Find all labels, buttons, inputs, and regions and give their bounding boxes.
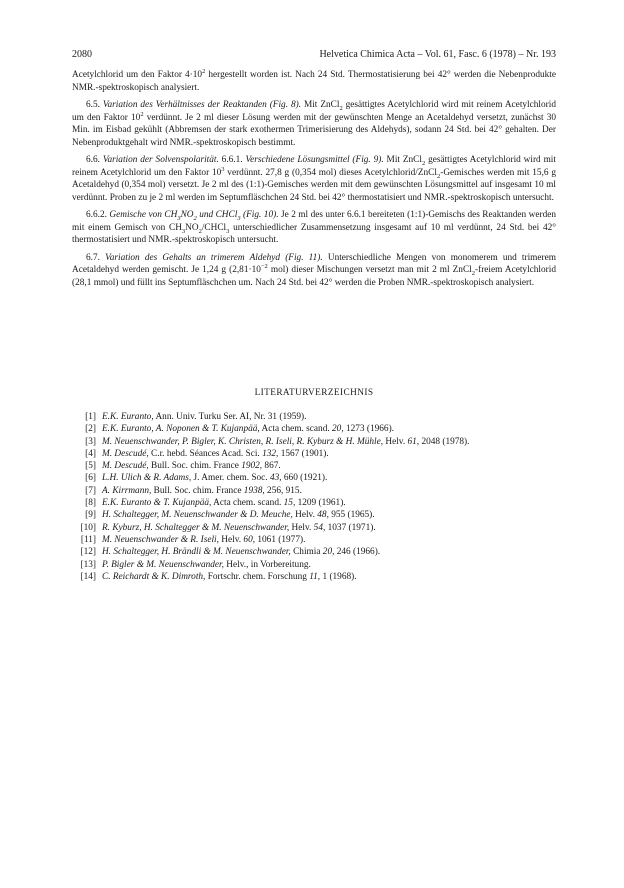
reference-item	[72, 460, 556, 472]
reference-list	[72, 411, 556, 583]
body-paragraph: 6.6.2. Gemische von $CH_3NO_2$ und CHCl$_3$ (Fig. 10). Je 2 ml des unter 6.6.1 bereiteten (1:1)-Gemischs des Reaktanden werden mit einem Gemisch von $CH_3NO_2/CHCl_3$ unterschiedlicher Zusammensetzung insgesamt auf 10 ml verdünnt, 24 Std. bei 42° thermostatisiert und NMR.-spektroskopisch untersucht.	[72, 210, 556, 245]
reference-item	[72, 571, 556, 583]
reference-number: [7]	[85, 485, 96, 496]
reference-number: [4]	[85, 448, 96, 459]
reference-number: [14]	[80, 571, 96, 582]
reference-text: E.K. Euranto, Ann. Univ. Turku Ser. AI, Nr. 31 (1959).	[102, 412, 307, 422]
literature-heading: LITERATURVERZEICHNIS	[254, 388, 374, 398]
reference-number: [11]	[80, 534, 96, 545]
reference-number: [8]	[85, 498, 96, 509]
reference-text: H. Schaltegger, M. Neuenschwander & D. Meuche, Helv. 48, 955 (1965).	[102, 510, 375, 521]
reference-item	[72, 448, 556, 460]
body-paragraph: 6.6. Variation der Solvenspolarität. 6.6.1. Verschiedene Lösungsmittel (Fig. 9). Mit ZnCl$_2$ gesättigtes Acetylchlorid wird mit reinem Acetylchlorid um den Faktor $10^3$ verdünnt. 27,8 g (0,354 mol) dieses Acetylchlorid/ZnCl$_2$-Gemisches werden mit 15,6 g Acetaldehyd (0,354 mol) versetzt. Je 2 ml des (1:1)-Gemisches werden mit dem gewünschten Lösungsmittel auf insgesamt 10 ml verdünnt. Proben zu je 2 ml werden im Septumfläschchen 24 Std. bei 42° thermostatisiert und NMR.-spektroskopisch untersucht.	[72, 155, 556, 203]
reference-number: [3]	[85, 436, 96, 447]
body-paragraph: Acetylchlorid um den Faktor $4\cdot 10^2$ hergestellt worden ist. Nach 24 Std. Thermostatisierung bei 42° werden die Nebenprodukte NMR.-spektroskopisch analysiert.	[72, 67, 556, 93]
reference-item	[72, 559, 556, 571]
reference-text: A. Kirrmann, Bull. Soc. chim. France 1938, 256, 915.	[102, 485, 302, 496]
reference-item	[72, 472, 556, 484]
reference-text: R. Kyburz, H. Schaltegger & M. Neuenschwander, Helv. 54, 1037 (1971).	[102, 522, 376, 533]
reference-item	[72, 534, 556, 546]
reference-number: [6]	[85, 473, 96, 484]
reference-number: [12]	[80, 547, 96, 558]
body-paragraph: 6.5. Variation des Verhältnisses der Reaktanden (Fig. 8). Mit ZnCl$_2$ gesättigtes Acetylchlorid wird mit reinem Acetylchlorid um den Faktor $10^2$ verdünnt. Je 2 ml dieser Lösung werden mit der gewünschten Menge an Acetaldehyd versetzt, zunächst 30 Min. im Eisbad gekühlt (Abbremsen der stark exothermen Trimerisierung des Aldehyds), sodann 24 Std. bei 42° gehalten. Der Nebenproduktgehalt wird NMR.-spektroskopisch bestimmt.	[72, 100, 556, 148]
reference-text: L.H. Ulich & R. Adams, J. Amer. chem. Soc. 43, 660 (1921).	[102, 473, 328, 484]
reference-item	[72, 522, 556, 534]
reference-number: [2]	[85, 424, 96, 435]
reference-text: M. Descudé, C.r. hebd. Séances Acad. Sci. 132, 1567 (1901).	[102, 448, 329, 459]
reference-text: M. Neuenschwander & R. Iseli, Helv. 60, 1061 (1977).	[102, 534, 306, 545]
reference-text: E.K. Euranto, A. Noponen & T. Kujanpää, Acta chem. scand. 20, 1273 (1966).	[102, 424, 394, 435]
reference-number: [10]	[80, 522, 96, 533]
page-number: 2080	[72, 49, 92, 60]
running-title: Helvetica Chimica Acta – Vol. 61, Fasc. 6 (1978) – Nr. 193	[319, 49, 556, 60]
reference-text: M. Descudé, Bull. Soc. chim. France 1902, 867.	[102, 461, 281, 472]
reference-number: [9]	[85, 510, 96, 521]
body-text	[72, 69, 556, 294]
reference-text: E.K. Euranto & T. Kujanpää, Acta chem. scand. 15, 1209 (1961).	[102, 498, 346, 509]
reference-item	[72, 497, 556, 509]
reference-item	[72, 411, 556, 423]
reference-text: P. Bigler & M. Neuenschwander, Helv., in Vorbereitung.	[102, 559, 311, 570]
reference-item	[72, 546, 556, 558]
reference-number: [1]	[85, 412, 96, 422]
body-paragraph: 6.7. Variation des Gehalts an trimerem Aldehyd (Fig. 11). Unterschiedliche Mengen von monomerem und trimerem Acetaldehyd werden gemischt. Je 1,24 g ($2,81\cdot 10^{-2}$ mol) dieser Mischungen versetzt man mit 2 ml ZnCl$_2$-freiem Acetylchlorid (28,1 mmol) und füllt ins Septumfläschchen um. Nach 24 Std. bei 42° werden die Proben NMR.-spektroskopisch analysiert.	[72, 252, 556, 288]
reference-item	[72, 436, 556, 448]
reference-number: [5]	[85, 461, 96, 472]
reference-item	[72, 485, 556, 497]
reference-text: C. Reichardt & K. Dimroth, Fortschr. chem. Forschung 11, 1 (1968).	[102, 571, 357, 582]
reference-text: H. Schaltegger, H. Brändli & M. Neuenschwander, Chimia 20, 246 (1966).	[102, 547, 381, 558]
reference-text: M. Neuenschwander, P. Bigler, K. Christen, R. Iseli, R. Kyburz & H. Mühle, Helv. 61, 2048 (1978).	[102, 436, 470, 447]
reference-item	[72, 423, 556, 435]
reference-number: [13]	[80, 559, 96, 570]
reference-item	[72, 509, 556, 521]
